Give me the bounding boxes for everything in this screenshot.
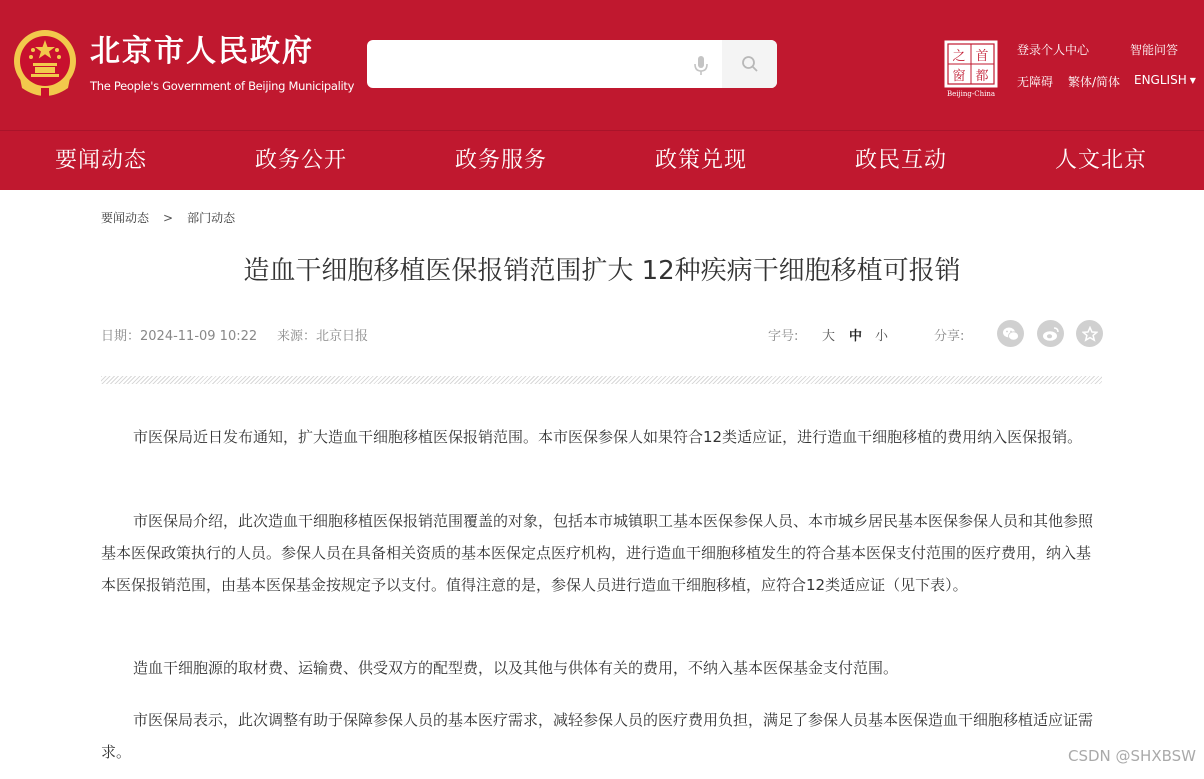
article-paragraph-1: 市医保局近日发布通知，扩大造血干细胞移植医保报销范围。本市医保参保人如果符合12类适应证，进行造血干细胞移植的费用纳入医保报销。 [133, 428, 1083, 446]
search-box [367, 40, 777, 88]
breadcrumb [101, 209, 235, 226]
search-icon [740, 54, 760, 74]
english-dropdown[interactable] [1134, 73, 1196, 87]
login-link[interactable]: 登录个人中心 [1017, 43, 1090, 57]
main-nav [0, 130, 1204, 190]
font-size-label: 字号: [768, 329, 799, 344]
title-divider [101, 376, 1102, 384]
breadcrumb-separator: > [163, 211, 174, 225]
font-size-large[interactable]: 大 [822, 329, 836, 344]
weibo-icon[interactable] [1037, 320, 1064, 347]
logo-char-2: 都 [975, 69, 989, 84]
nav-item-government-services[interactable]: 政务服务 [454, 148, 547, 173]
wechat-icon[interactable] [997, 320, 1024, 347]
capital-window-logo[interactable] [944, 40, 998, 100]
favorite-icon[interactable] [1076, 320, 1103, 347]
nav-item-interaction[interactable]: 政民互动 [854, 148, 947, 173]
font-size-medium[interactable]: 中 [849, 329, 863, 344]
font-size-small[interactable]: 小 [875, 329, 889, 344]
article-paragraph-4: 市医保局表示，此次调整有助于保障参保人员的基本医疗需求，减轻参保人员的医疗费用负担，满足了参保人员基本医保造血干细胞移植适应证需求。 [101, 711, 1094, 761]
site-name-english: The People's Government of Beijing Municipality [90, 79, 355, 93]
caret-down-icon: ▼ [1189, 76, 1196, 85]
nav-item-news[interactable]: 要闻动态 [54, 148, 147, 173]
national-emblem-icon[interactable] [12, 28, 78, 100]
accessibility-link[interactable]: 无障碍 [1017, 75, 1054, 89]
nav-item-policy-fulfillment[interactable]: 政策兑现 [654, 148, 747, 173]
english-label: ENGLISH [1134, 73, 1187, 87]
share-label: 分享: [934, 329, 965, 344]
article-paragraph-3: 造血干细胞源的取材费、运输费、供受双方的配型费，以及其他与供体有关的费用，不纳入基本医保基金支付范围。 [133, 659, 899, 677]
search-input[interactable] [367, 40, 685, 88]
breadcrumb-item-department[interactable]: 部门动态 [187, 211, 236, 225]
article-date: 日期：2024-11-09 10:22 [101, 329, 258, 344]
article-paragraph-2: 市医保局介绍，此次造血干细胞移植医保报销范围覆盖的对象，包括本市城镇职工基本医保参保人员、本市城乡居民基本医保参保人员和其他参照基本医保政策执行的人员。参保人员在具备相关资质的基本医保定点医疗机构，进行造血干细胞移植发生的符合基本医保支付范围的医疗费用，纳入基本医保报销范围，由基本医保基金按规定予以支付。值得注意的是，参保人员进行造血干细胞移植，应符合12类适应证（见下表）。 [101, 512, 1094, 594]
logo-caption: Beijing-China [946, 90, 996, 98]
logo-char-3: 之 [952, 49, 966, 64]
nav-item-culture[interactable]: 人文北京 [1054, 148, 1147, 173]
logo-char-4: 窗 [952, 69, 966, 84]
logo-char-1: 首 [975, 49, 989, 64]
site-name[interactable]: 北京市人民政府 [90, 34, 314, 69]
breadcrumb-item-news[interactable]: 要闻动态 [101, 211, 150, 225]
microphone-icon[interactable] [688, 52, 714, 78]
traditional-simplified-link[interactable]: 繁体/简体 [1068, 75, 1121, 89]
article-title: 造血干细胞移植医保报销范围扩大 12种疾病干细胞移植可报销 [243, 256, 961, 286]
search-button[interactable] [722, 40, 777, 88]
smart-qa-link[interactable]: 智能问答 [1130, 43, 1179, 57]
article-source: 来源：北京日报 [277, 329, 369, 344]
nav-item-government-affairs[interactable]: 政务公开 [254, 148, 347, 173]
csdn-watermark: CSDN @SHXBSW [1068, 747, 1196, 765]
